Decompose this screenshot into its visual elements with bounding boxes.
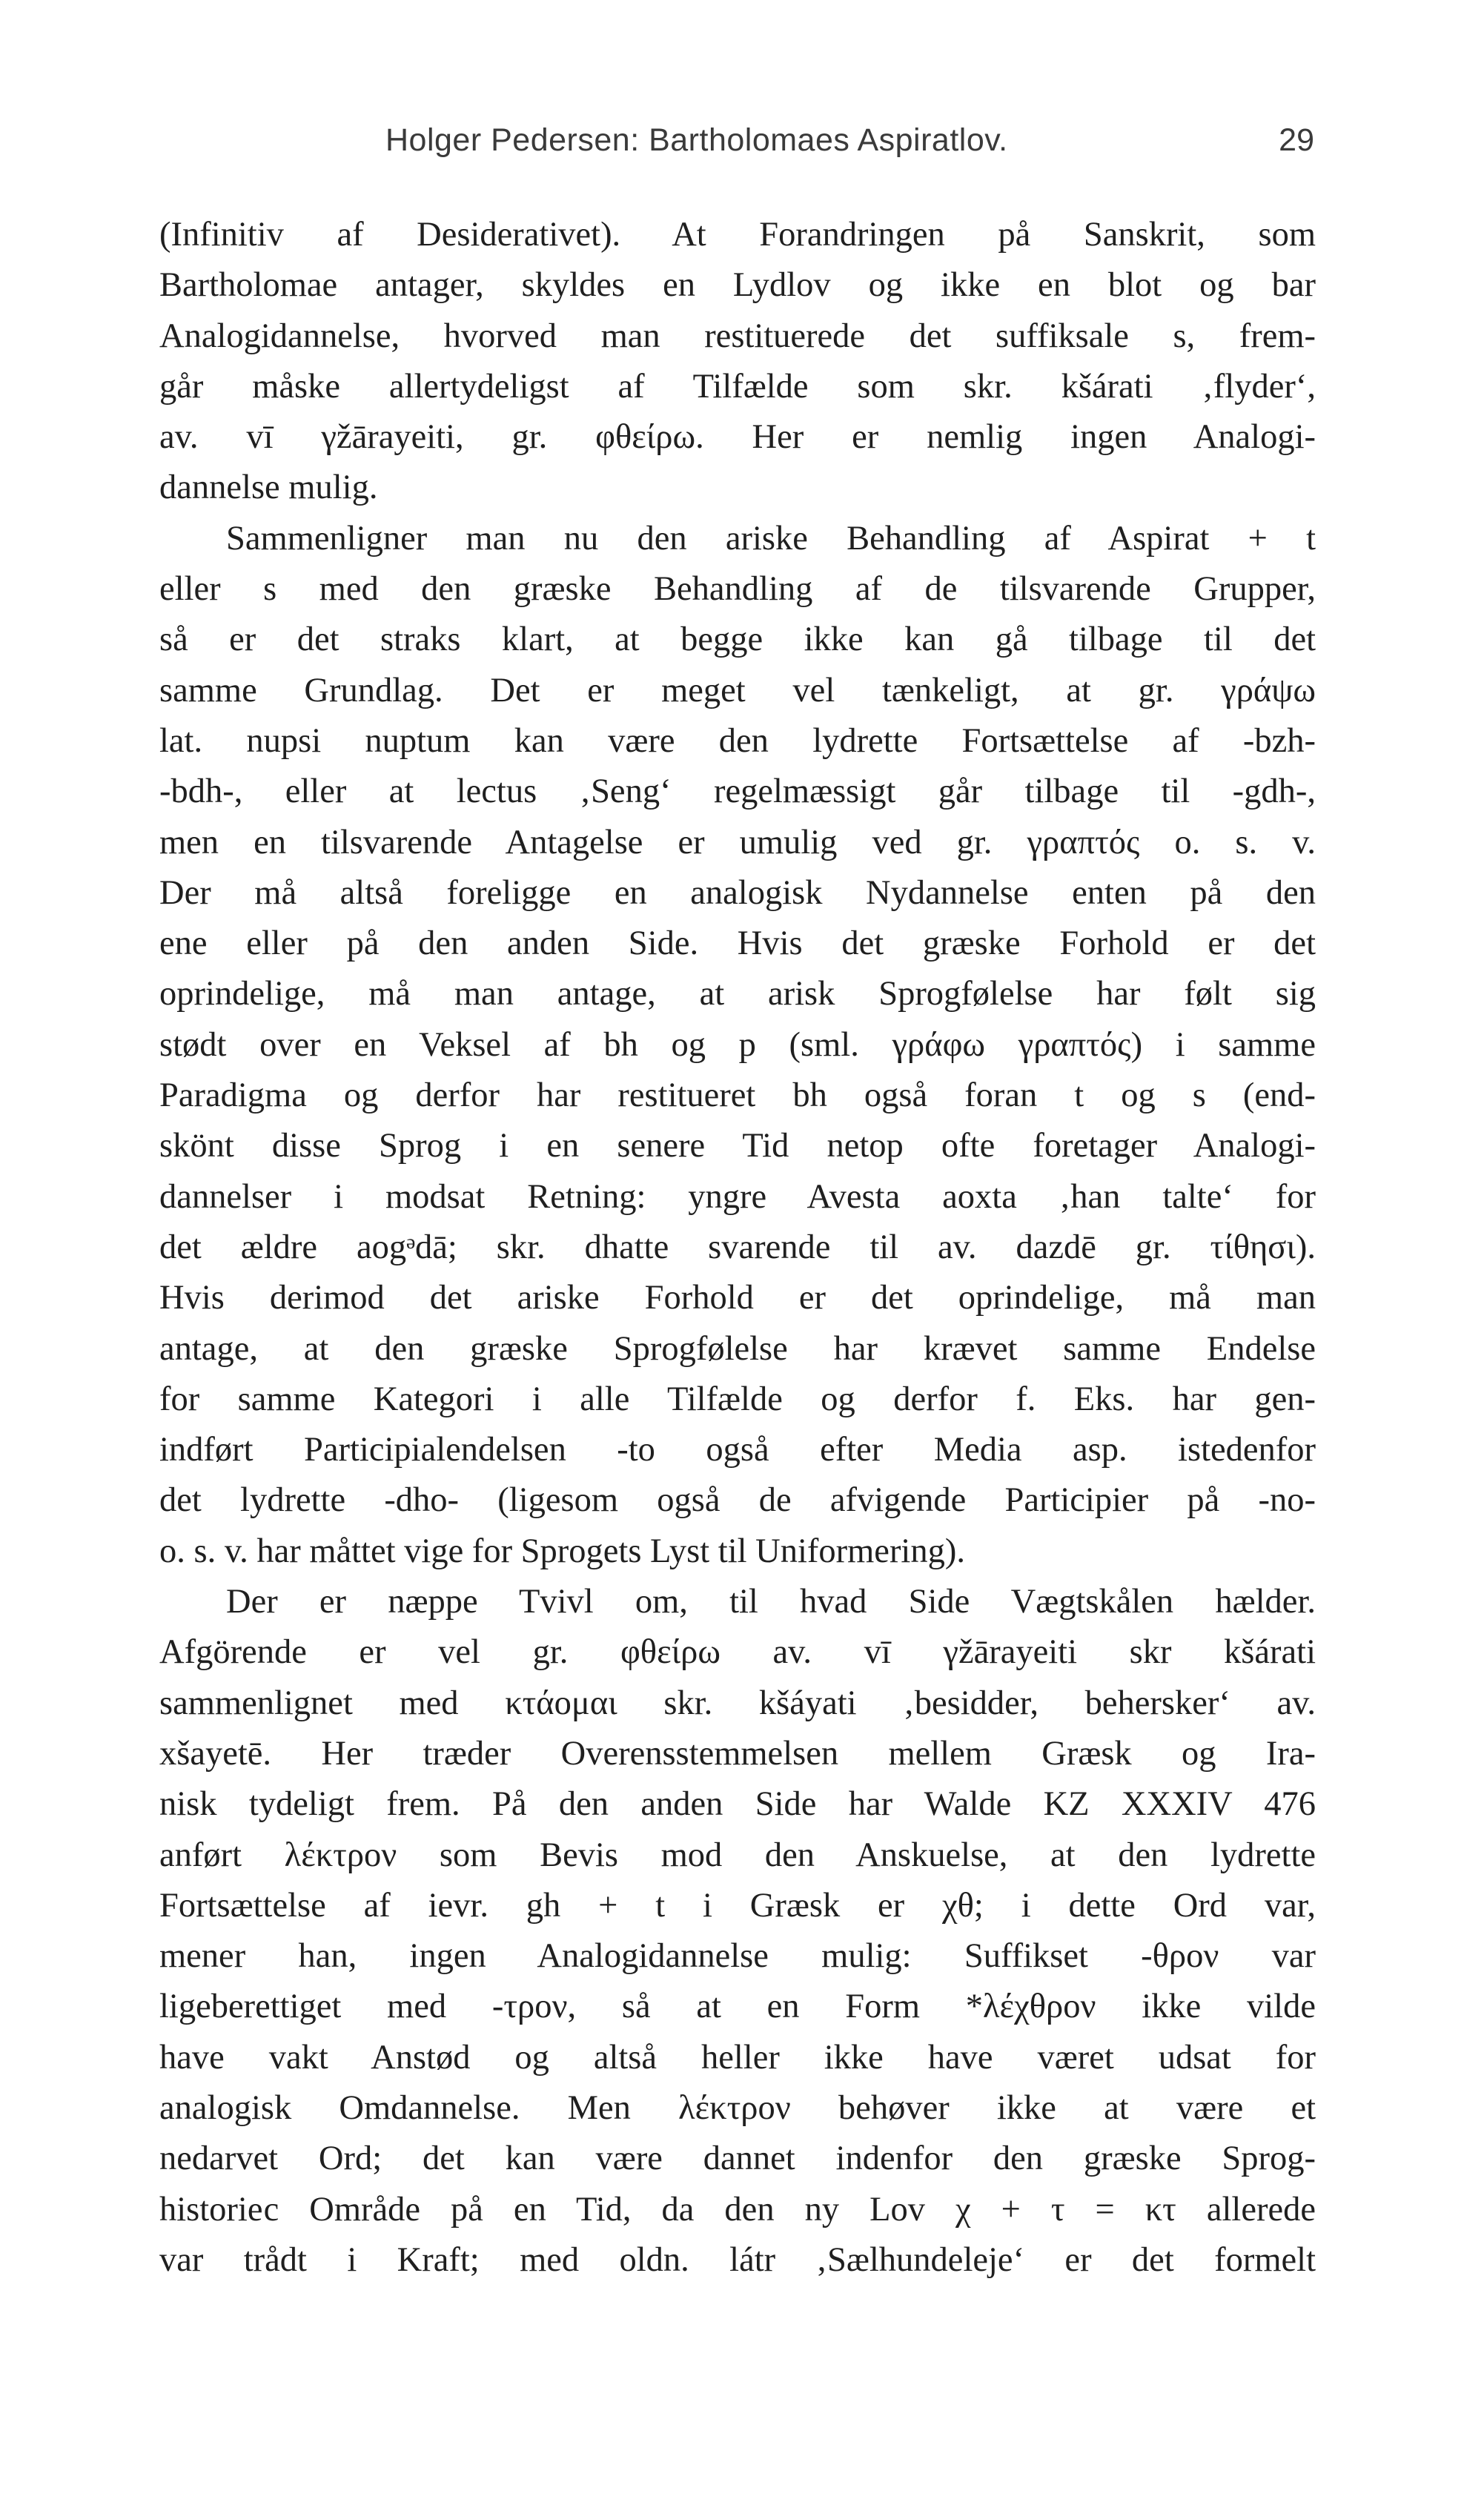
- text-line: antage, at den græske Sprogfølelse har krævet samme Endelse: [159, 1329, 1316, 1368]
- text-line: indført Participialendelsen -to også efter Media asp. istedenfor: [159, 1431, 1316, 1469]
- text-line: lat. nupsi nuptum kan være den lydrette Fortsættelse af -bzh-: [159, 721, 1316, 760]
- text-line: Bartholomae antager, skyldes en Lydlov og ikke en blot og bar: [159, 266, 1316, 305]
- text-line: historiес Område på en Tid, da den ny Lov χ + τ = κτ allerede: [159, 2190, 1316, 2229]
- text-line: Hvis derimod det ariske Forhold er det oprindelige, må man: [159, 1279, 1316, 1317]
- running-title: Holger Pedersen: Bartholomaes Aspiratlov.: [385, 122, 1008, 158]
- text-line: stødt over en Veksel af bh og p (sml. γράφω γραπτός) i samme: [159, 1025, 1316, 1064]
- text-line: Analogidannelse, hvorved man restituerede det suffiksale s, frem-: [159, 317, 1316, 355]
- body-text: [159, 210, 1316, 2286]
- text-line: oprindelige, må man antage, at arisk Sprogfølelse har følt sig: [159, 975, 1316, 1013]
- text-line: det lydrette -dho- (ligesom også de afvigende Participier på -no-: [159, 1481, 1316, 1520]
- text-line: av. vī γžārayeiti, gr. φθείρω. Her er nemlig ingen Analogi-: [159, 418, 1316, 457]
- text-line: skönt disse Sprog i en senere Tid netop ofte foretager Analogi-: [159, 1127, 1316, 1165]
- text-line: o. s. v. har måttet vige for Sprogets Lyst til Uniformering).: [159, 1532, 965, 1570]
- text-line: (Infinitiv af Desiderativet). At Forandringen på Sanskrit, som: [159, 216, 1316, 254]
- text-line: går måske allertydeligst af Tilfælde som skr. kšárati ‚flyder‘,: [159, 367, 1316, 406]
- text-line: Sammenligner man nu den ariske Behandling af Aspirat + t: [226, 519, 1316, 557]
- text-line: ligeberettiget med -τρον, så at en Form *λέχθρον ikke vilde: [159, 1988, 1316, 2026]
- text-line: eller s med den græske Behandling af de tilsvarende Grupper,: [159, 570, 1316, 609]
- text-line: ene eller på den anden Side. Hvis det græske Forhold er det: [159, 924, 1316, 963]
- text-line: dannelse mulig.: [159, 469, 378, 507]
- text-line: sammenlignet med κτάομαι skr. kšáyati ‚besidder, behersker‘ av.: [159, 1684, 1316, 1722]
- text-line: Der må altså foreligge en analogisk Nydannelse enten på den: [159, 873, 1316, 912]
- text-line: så er det straks klart, at begge ikke kan gå tilbage til det: [159, 621, 1316, 659]
- text-line: var trådt i Kraft; med oldn. látr ‚Sælhundeleje‘ er det formelt: [159, 2240, 1316, 2279]
- running-header: [162, 122, 1314, 167]
- text-line: mener han, ingen Analogidannelse mulig: Suffikset -θρον var: [159, 1937, 1316, 1976]
- text-line: dannelser i modsat Retning: yngre Avesta aoxta ‚han talte‘ for: [159, 1177, 1316, 1216]
- text-line: men en tilsvarende Antagelse er umulig ved gr. γραπτός o. s. v.: [159, 823, 1316, 861]
- text-line: have vakt Anstød og altså heller ikke have været udsat for: [159, 2038, 1316, 2077]
- text-line: Fortsættelse af ievr. gh + t i Græsk er χθ; i dette Ord var,: [159, 1886, 1316, 1925]
- text-line: -bdh-, eller at lectus ‚Seng‘ regelmæssigt går tilbage til -gdh-,: [159, 772, 1316, 811]
- text-line: Der er næppe Tvivl om, til hvad Side Vægtskålen hælder.: [226, 1583, 1316, 1621]
- text-line: det ældre aogᵊdā; skr. dhatte svarende til av. dazdē gr. τίθησι).: [159, 1228, 1316, 1266]
- text-line: Afgörende er vel gr. φθείρω av. vī γžārayeiti skr kšárati: [159, 1633, 1316, 1672]
- text-line: analogisk Omdannelse. Men λέκτρον behøver ikke at være et: [159, 2088, 1316, 2127]
- text-line: anført λέκτρον som Bevis mod den Anskuelse, at den lydrette: [159, 1836, 1316, 1874]
- text-line: xšayetē. Her træder Overensstemmelsen mellem Græsk og Ira-: [159, 1734, 1316, 1773]
- text-line: nisk tydeligt frem. På den anden Side har Walde KZ XXXIV 476: [159, 1785, 1316, 1824]
- text-line: nedarvet Ord; det kan være dannet indenfor den græske Sprog-: [159, 2140, 1316, 2178]
- text-line: Paradigma og derfor har restitueret bh også foran t og s (end-: [159, 1076, 1316, 1115]
- text-line: samme Grundlag. Det er meget vel tænkeligt, at gr. γράψω: [159, 671, 1316, 709]
- page-number: 29: [1279, 122, 1314, 158]
- text-line: for samme Kategori i alle Tilfælde og derfor f. Eks. har gen-: [159, 1380, 1316, 1418]
